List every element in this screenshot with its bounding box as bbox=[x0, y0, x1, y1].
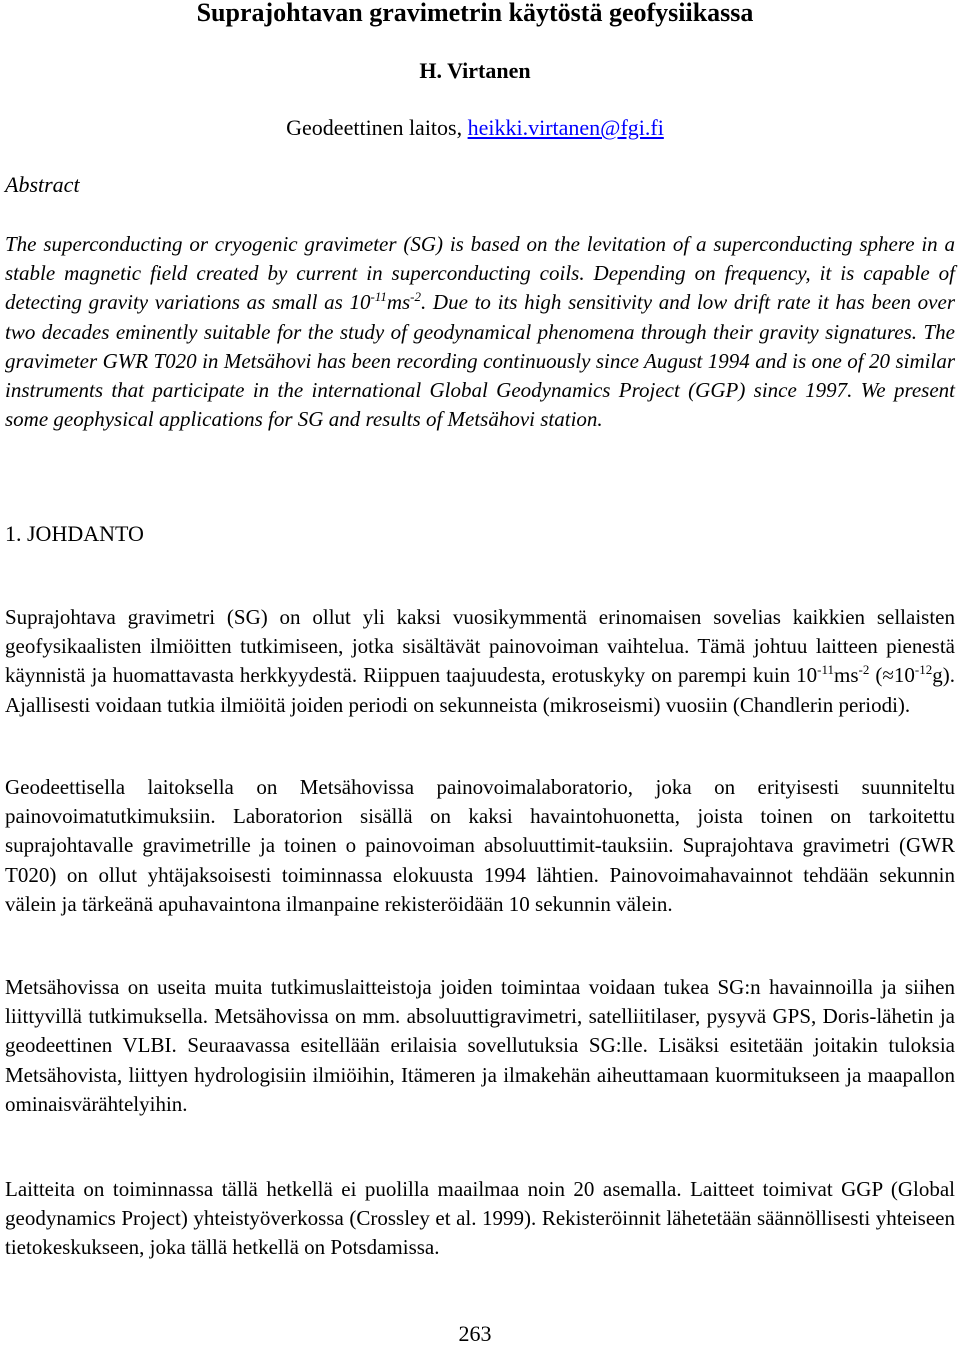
paragraph-2: Geodeettisella laitoksella on Metsähovissa painovoimalaboratorio, joka on erityisesti suunniteltu painovoimatutkimuksiin. Laboratorion sisällä on kaksi havaintohuonetta, joista toinen on tarkoitettu suprajohtavalle gravimetrille ja toinen o painovoiman absoluuttimit-tauksiin. Suprajohtava gravimetri (GWR T020) on ollut yhtäjaksoisesti toiminnassa elokuusta 1994 lähtien. Painovoimahavainnot tehdään sekunnin välein ja tärkeänä apuhavaintona ilmanpaine rekisteröidään 10 sekunnin välein. bbox=[5, 775, 955, 916]
paragraph-text-part: Suprajohtava gravimetri (SG) on ollut yli kaksi vuosikymmentä erinomaisen sovelias kaikkien sellaisten geofysikaalisten ilmiöitten tutkimiseen, jotka sisältävät painovoiman vaihtelua. Tämä johtuu laitteen pienestä käynnistä ja huomattavasta herkkyydestä. Riippuen taajuudesta, erotuskyky on parempi kuin 10 bbox=[5, 605, 955, 688]
paragraph-text-part: ms bbox=[834, 663, 859, 688]
paragraph-text-part: (≈10 bbox=[869, 663, 915, 688]
paragraph-1 bbox=[5, 603, 955, 720]
email-link[interactable]: heikki.virtanen@fgi.fi bbox=[467, 115, 664, 140]
superscript: -2 bbox=[858, 662, 870, 678]
abstract-text-part: The superconducting or cryogenic gravimeter (SG) is based on the levitation of a superconducting sphere in a stable magnetic field created by current in superconducting coils. Depending on frequency, it is capable of detecting gravity variations as small as 10 bbox=[5, 232, 955, 315]
author-name: H. Virtanen bbox=[419, 58, 531, 83]
superscript: -2 bbox=[410, 289, 422, 305]
affiliation bbox=[0, 115, 955, 141]
superscript: -11 bbox=[817, 662, 835, 678]
paragraph-3: Metsähovissa on useita muita tutkimuslaitteistoja joiden toimintaa voidaan tukea SG:n havainnoilla ja siihen liittyvillä tutkimuksella. Metsähovissa on mm. absoluuttigravimetri, satelliitilaser, pysyvä GPS, Doris-lähetin ja geodeettinen VLBI. Seuraavassa esitellään erilaisia sovellutuksia SG:lle. Lisäksi esitetään joitakin tuloksia Metsähovista, liittyen hydrologisiin ilmiöihin, Itämeren ja ilmakehän aiheuttamaan kuormitukseen ja maapallon ominaisvärähtelyihin. bbox=[5, 975, 955, 1116]
superscript: -11 bbox=[370, 289, 387, 305]
paper-title: Suprajohtavan gravimetrin käytöstä geofysiikassa bbox=[196, 0, 754, 27]
paragraph-4: Laitteita on toiminnassa tällä hetkellä ei puolilla maailmaa noin 20 asemalla. Laitteet toimivat GGP (Global geodynamics Project) yhteistyöverkossa (Crossley et al. 1999). Rekisteröinnit lähetetään säännöllisesti yhteiseen tietokeskukseen, joka tällä hetkellä on Potsdamissa. bbox=[5, 1177, 955, 1260]
abstract-text-part: ms bbox=[386, 290, 411, 315]
abstract-text-part: . Due to its high sensitivity and low drift rate it has been over two decades eminently suitable for the study of geodynamical phenomena through their gravity signatures. The gravimeter GWR T020 in Metsähovi has been recording continuously since August 1994 and is one of 20 similar instruments that participate in the international Global Geodynamics Project (GGP) since 1997. We present some geophysical applications for SG and results of Metsähovi station. bbox=[5, 290, 955, 432]
page-number: 263 bbox=[458, 1321, 492, 1346]
abstract-text bbox=[5, 230, 955, 434]
abstract-heading: Abstract bbox=[5, 172, 80, 197]
paragraph-text-part: g). Ajallisesti voidaan tutkia ilmiöitä joiden periodi on sekunneista (mikroseismi) vuosiin (Chandlerin periodi). bbox=[5, 663, 955, 717]
superscript: -12 bbox=[914, 662, 933, 678]
institution: Geodeettinen laitos, bbox=[286, 115, 468, 140]
section-heading: 1. JOHDANTO bbox=[5, 521, 144, 546]
